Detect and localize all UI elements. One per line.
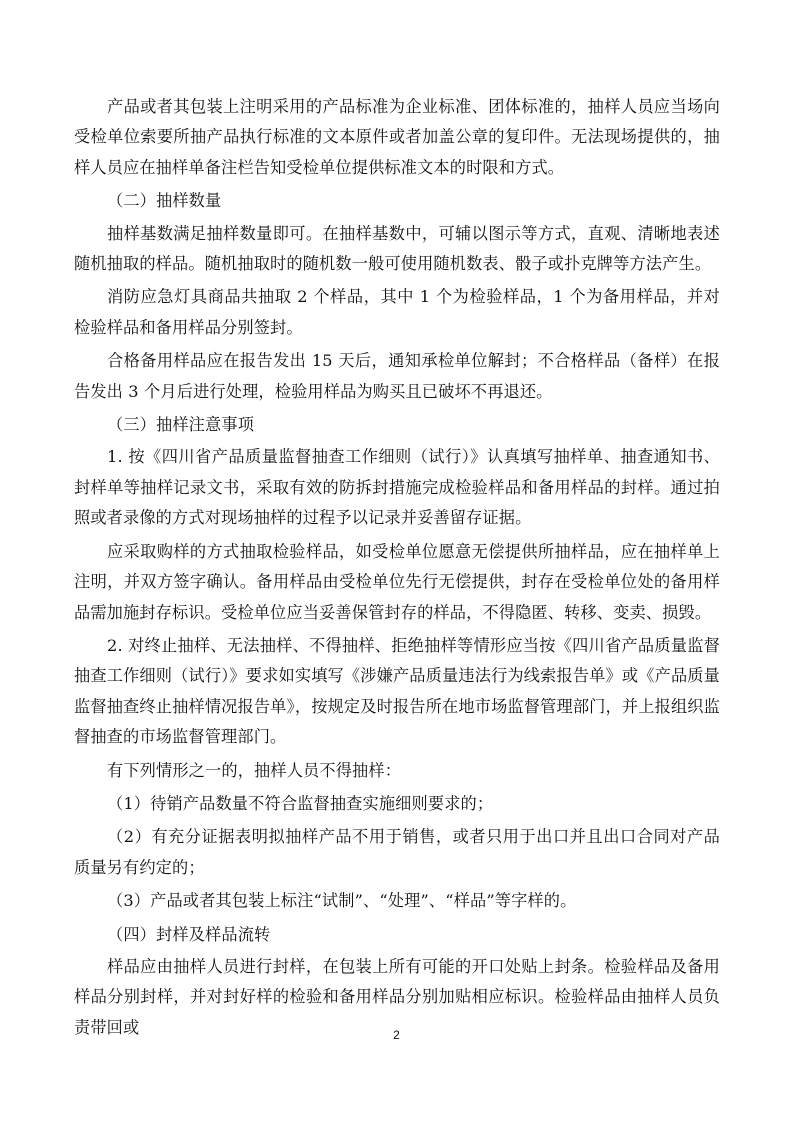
section-heading-sampling-quantity: （二）抽样数量 bbox=[107, 191, 222, 211]
list-item-condition-2: （2）有充分证据表明拟抽样产品不用于销售，或者只用于出口并且出口合同对产品质量另有约定的； bbox=[74, 827, 720, 877]
paragraph-sampling-base: 抽样基数满足抽样数量即可。在抽样基数中，可辅以图示等方式，直观、清晰地表述随机抽取的样品。随机抽取时的随机数一般可使用随机数表、骰子或扑克牌等方法产生。 bbox=[74, 223, 720, 274]
section-heading-sealing: （四）封样及样品流转 bbox=[107, 924, 271, 944]
list-item-condition-1: （1）待销产品数量不符合监督抽查实施细则要求的； bbox=[107, 793, 494, 813]
paragraph-note-2: 2. 对终止抽样、无法抽样、不得抽样、拒绝抽样等情形应当按《四川省产品质量监督抽查工作细则（试行）》要求如实填写《涉嫌产品质量违法行为线索报告单》或《产品质量监督抽查终止抽样情况报告单》，按规定及时报告所在地市场监督管理部门，并上报组织监督抽查的市场监督管理部门。 bbox=[74, 635, 720, 747]
page-number: 2 bbox=[393, 1028, 400, 1042]
paragraph-purchase-sample: 应采取购样的方式抽取检验样品，如受检单位愿意无偿提供所抽样品，应在抽样单上注明，并双方签字确认。备用样品由受检单位先行无偿提供，封存在受检单位处的备用样品需加施封存标识。受检单位应当妥善保管封存的样品，不得隐匿、转移、变卖、损毁。 bbox=[74, 541, 720, 622]
list-item-condition-3: （3）产品或者其包装上标注“试制”、“处理”、“样品”等字样的。 bbox=[107, 891, 577, 911]
paragraph-standard-text: 产品或者其包装上注明采用的产品标准为企业标准、团体标准的，抽样人员应当场向受检单位索要所抽产品执行标准的文本原件或者加盖公章的复印件。无法现场提供的，抽样人员应在抽样单备注栏告知受检单位提供标准文本的时限和方式。 bbox=[74, 97, 720, 177]
paragraph-no-sampling-intro: 有下列情形之一的，抽样人员不得抽样： bbox=[107, 760, 402, 780]
paragraph-note-1: 1. 按《四川省产品质量监督抽查工作细则（试行）》认真填写抽样单、抽查通知书、封样单等抽样记录文书，采取有效的防拆封措施完成检验样品和备用样品的封样。通过拍照或者录像的方式对现场抽样的过程予以记录并妥善留存证据。 bbox=[74, 447, 720, 528]
paragraph-sealing: 样品应由抽样人员进行封样，在包装上所有可能的开口处贴上封条。检验样品及备用样品分别封样，并对封好样的检验和备用样品分别加贴相应标识。检验样品由抽样人员负责带回或 bbox=[74, 956, 720, 1037]
section-heading-sampling-notes: （三）抽样注意事项 bbox=[107, 415, 255, 435]
paragraph-sample-count: 消防应急灯具商品共抽取 2 个样品，其中 1 个为检验样品，1 个为备用样品，并对检验样品和备用样品分别签封。 bbox=[74, 287, 720, 337]
document-body bbox=[74, 92, 720, 1046]
paragraph-backup-sample: 合格备用样品应在报告发出 15 天后，通知承检单位解封；不合格样品（备样）在报告发出 3 个月后进行处理，检验用样品为购买且已破坏不再退还。 bbox=[74, 351, 720, 401]
